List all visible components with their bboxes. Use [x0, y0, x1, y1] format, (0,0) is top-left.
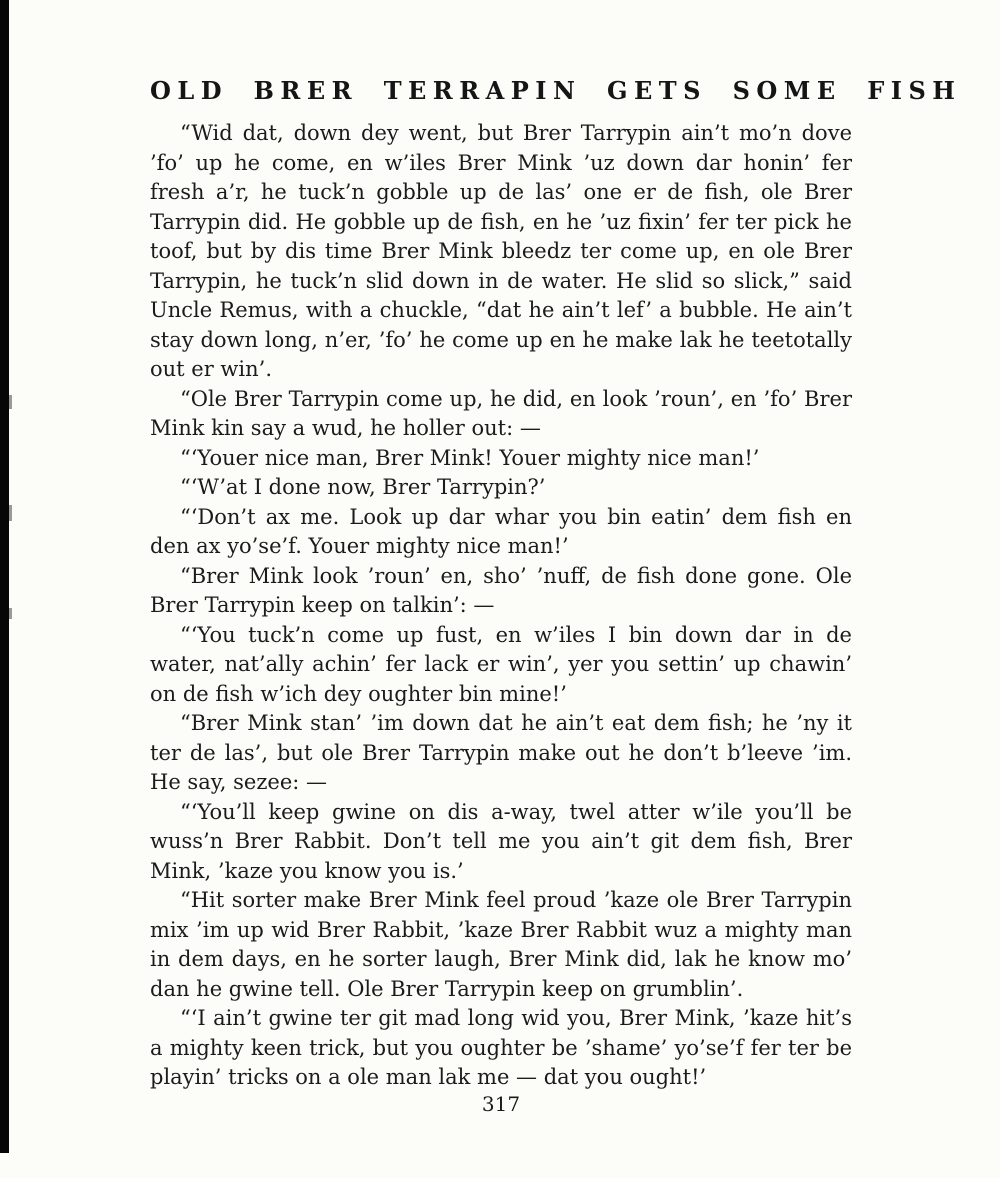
paragraph: “‘Youer nice man, Brer Mink! Youer mighty nice man!’: [180, 445, 760, 470]
paragraph: “‘You tuck’n come up fust, en w’iles I bin down dar in de water, nat’ally achin’ fer lack er win’, yer you settin’ up chawin’ on de fish w’ich dey oughter bin mine!’: [150, 622, 852, 706]
paragraph: “‘I ain’t gwine ter git mad long wid you, Brer Mink, ’kaze hit’s a mighty keen trick, but you oughter be ’shame’ yo’se’f fer ter be playin’ tricks on a ole man lak me — dat you ought!’: [150, 1006, 852, 1089]
paragraph: “Wid dat, down dey went, but Brer Tarrypin ain’t mo’n dove ’fo’ up he come, en w’iles Brer Mink ’uz down dar honin’ fer fresh a’r, he tuck’n gobble up de las’ one er de fish, ole Brer Tarrypin did. He gobble up de fish, en he ’uz fixin’ fer ter pick he toof, but by dis time Brer Mink bleedz ter come up, en ole Brer Tarrypin, he tuck’n slid down in de water. He slid so slick,” said Uncle Remus, with a chuckle, “dat he ain’t lef’ a bubble. He ain’t stay down long, n’er, ’fo’ he come up en he make lak he teetotally out er win’.: [150, 121, 852, 381]
scan-artifact-mark: [9, 395, 12, 409]
scan-artifact-mark: [9, 505, 12, 521]
paragraph: “Brer Mink stan’ ’im down dat he ain’t eat dem fish; he ’ny it ter de las’, but ole Brer Tarrypin make out he don’t b’leeve ’im. He say, sezee: —: [150, 711, 852, 794]
story-text: [150, 119, 852, 1093]
paragraph: “‘W’at I done now, Brer Tarrypin?’: [180, 475, 546, 499]
scan-artifact-mark: [9, 608, 12, 619]
paragraph: “‘You’ll keep gwine on dis a-way, twel atter w’ile you’ll be wuss’n Brer Rabbit. Don’t tell me you ain’t git dem fish, Brer Mink, ’kaze you know you is.’: [150, 799, 852, 883]
scan-edge-bar: [0, 0, 9, 1153]
paragraph: “Hit sorter make Brer Mink feel proud ’kaze ole Brer Tarrypin mix ’im up wid Brer Rabbit, ’kaze Brer Rabbit wuz a mighty man in dem days, en he sorter laugh, Brer Mink did, lak he know mo’ dan he gwine tell. Ole Brer Tarrypin keep on grumblin’.: [150, 888, 852, 1001]
paragraph: “Ole Brer Tarrypin come up, he did, en look ’roun’, en ’fo’ Brer Mink kin say a wud, he holler out: —: [150, 386, 852, 440]
paragraph: “‘Don’t ax me. Look up dar whar you bin eatin’ dem fish en den ax yo’se’f. Youer mighty nice man!’: [150, 504, 852, 558]
paragraph: “Brer Mink look ’roun’ en, sho’ ’nuff, de fish done gone. Ole Brer Tarrypin keep on talkin’: —: [150, 563, 852, 617]
chapter-title: OLD BRER TERRAPIN GETS SOME FISH: [150, 76, 962, 105]
page-content: [150, 76, 962, 1093]
page-number: 317: [481, 1092, 521, 1116]
